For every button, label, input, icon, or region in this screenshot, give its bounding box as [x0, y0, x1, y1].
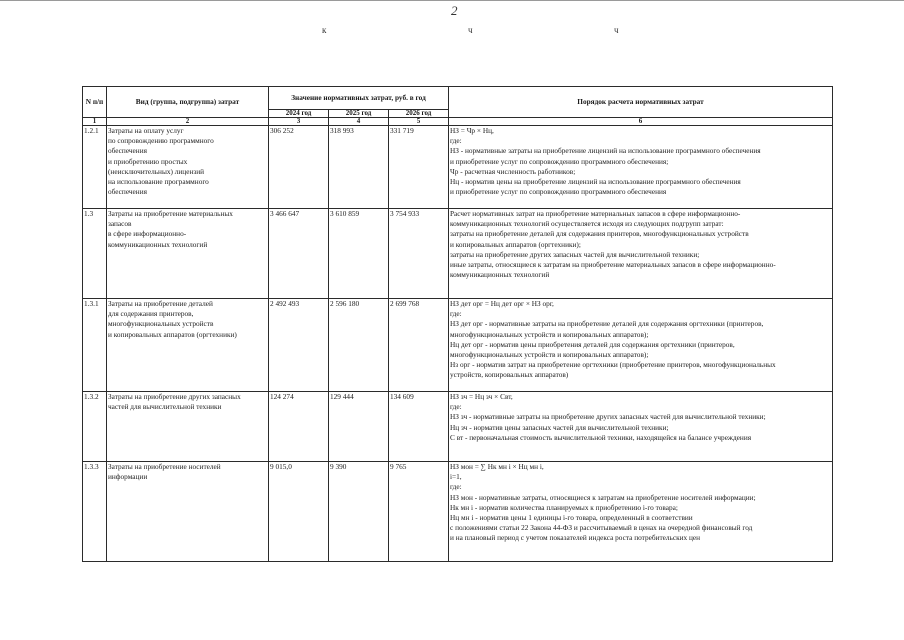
method-cell: [449, 209, 833, 299]
header-mark: к: [322, 25, 327, 35]
method-cell: [449, 126, 833, 209]
table-row: [83, 209, 833, 299]
col-number: 1: [83, 118, 107, 126]
method-line: Нц зч - норматив цены запасных частей для вычислительной техники;: [450, 422, 669, 432]
table-row: [83, 299, 833, 392]
method-line: и копировальных аппаратов (оргтехники);: [450, 239, 581, 249]
method-line: где:: [450, 309, 462, 319]
cost-type-cell: [107, 392, 269, 462]
method-line: НЗ - нормативные затраты на приобретение лицензий на использование программного обеспечения: [450, 146, 761, 156]
method-line: НЗ зч = Нц зч × Свт,: [450, 392, 513, 401]
value-2024: 9 015,0: [269, 462, 329, 562]
table-row: [83, 392, 833, 462]
method-line: устройств, копировальных аппаратов): [450, 370, 569, 380]
cost-type-line: обеспечения: [108, 146, 147, 156]
method-line: Нц - норматив цены на приобретение лицензий на использование программного обеспечения: [450, 177, 741, 187]
cost-type-line: обеспечения: [108, 187, 147, 197]
header-year-2026: 2026 год: [389, 110, 449, 118]
method-line: где:: [450, 482, 462, 492]
value-2025: 129 444: [329, 392, 389, 462]
cost-type-line: Затраты на приобретение носителей: [108, 462, 221, 471]
value-2024: 124 274: [269, 392, 329, 462]
header-year-2024: 2024 год: [269, 110, 329, 118]
cost-type-line: многофункциональных устройств: [108, 319, 214, 329]
cost-type-cell: [107, 462, 269, 562]
col-number: 6: [449, 118, 833, 126]
method-line: и приобретение услуг по сопровождению программного обеспечения: [450, 187, 667, 197]
method-line: i=1,: [450, 472, 462, 482]
method-line: где:: [450, 136, 462, 146]
col-number: 5: [389, 118, 449, 126]
value-2025: 3 610 859: [329, 209, 389, 299]
table-row: [83, 126, 833, 209]
header-values: Значение нормативных затрат, руб. в год: [269, 87, 449, 110]
method-line: многофункциональных устройств и копировальных аппаратов);: [450, 329, 649, 339]
col-number: 2: [107, 118, 269, 126]
method-line: С вт - первоначальная стоимость вычислительной техники, находящейся на балансе учреждения: [450, 432, 752, 442]
table-row: [83, 462, 833, 562]
method-line: НЗ мон - нормативные затраты, относящиеся к затратам на приобретение носителей информации;: [450, 492, 756, 502]
method-line: затраты на приобретение деталей для содержания принтеров, многофункциональных устройств: [450, 229, 749, 239]
cost-type-cell: [107, 209, 269, 299]
cost-type-line: Затраты на приобретение деталей: [108, 299, 213, 308]
method-line: затраты на приобретение других запасных частей для вычислительной техники;: [450, 249, 700, 259]
cost-type-line: и приобретению простых: [108, 156, 188, 166]
method-line: и приобретение услуг по сопровождению программного обеспечения;: [450, 156, 669, 166]
top-border-line: [0, 0, 904, 1]
cost-type-line: информации: [108, 472, 148, 482]
method-line: НЗ мон = ∑ Нк мн i × Нц мн i,: [450, 462, 544, 471]
normative-costs-table: [82, 86, 833, 562]
method-line: иные затраты, относящиеся к затратам на приобретение материальных запасов в сфере информационно-: [450, 260, 776, 270]
value-2025: 2 596 180: [329, 299, 389, 392]
row-number: 1.3.1: [83, 299, 107, 392]
header-year-2025: 2025 год: [329, 110, 389, 118]
col-number: 3: [269, 118, 329, 126]
cost-type-line: на использование программного: [108, 177, 209, 187]
header-mark: ч: [468, 25, 473, 35]
cost-type-line: для содержания принтеров,: [108, 309, 194, 319]
method-cell: [449, 462, 833, 562]
method-line: НЗ дет орг = Нц дет орг × НЗ орг,: [450, 299, 554, 308]
cost-type-line: (неисключительных) лицензий: [108, 166, 205, 176]
value-2024: 3 466 647: [269, 209, 329, 299]
header-num: N п/п: [83, 87, 107, 118]
method-cell: [449, 392, 833, 462]
method-line: коммуникационных технологий осуществляется исходя из следующих подгрупп затрат:: [450, 219, 724, 229]
cost-type-line: в сфере информационно-: [108, 229, 187, 239]
header-method: Порядок расчета нормативных затрат: [449, 87, 833, 118]
cost-type-line: запасов: [108, 219, 132, 229]
value-2026: 3 754 933: [389, 209, 449, 299]
value-2024: 2 492 493: [269, 299, 329, 392]
cost-type-line: коммуникационных технологий: [108, 239, 208, 249]
method-line: Нц дет орг - норматив цены приобретения деталей для содержания оргтехники (принтеров,: [450, 339, 735, 349]
cost-type-line: частей для вычислительной техники: [108, 402, 222, 412]
method-line: где:: [450, 402, 462, 412]
method-line: НЗ зч - нормативные затраты на приобретение других запасных частей для вычислительной техники;: [450, 412, 766, 422]
cost-type-line: Затраты на приобретение материальных: [108, 209, 233, 218]
method-line: многофункциональных устройств и копировальных аппаратов);: [450, 350, 649, 360]
row-number: 1.3: [83, 209, 107, 299]
method-line: Чр - расчетная численность работников;: [450, 166, 576, 176]
method-line: с положениями статьи 22 Закона 44-ФЗ и рассчитываемый в ценах на очередной финансовый год: [450, 523, 753, 533]
value-2024: 306 252: [269, 126, 329, 209]
header-cost-type: Вид (группа, подгруппа) затрат: [107, 87, 269, 118]
value-2025: 9 390: [329, 462, 389, 562]
col-number: 4: [329, 118, 389, 126]
method-line: Нк мн i - норматив количества планируемых к приобретению i-го товара;: [450, 502, 678, 512]
method-line: Расчет нормативных затрат на приобретение материальных запасов в сфере информационно-: [450, 209, 741, 218]
header-mark: ч: [614, 25, 619, 35]
cost-type-line: и копировальных аппаратов (оргтехники): [108, 329, 237, 339]
cost-type-line: по сопровождению программного: [108, 136, 214, 146]
cost-type-cell: [107, 299, 269, 392]
value-2026: 9 765: [389, 462, 449, 562]
method-line: НЗ дет орг - нормативные затраты на приобретение деталей для содержания оргтехники (принтеров,: [450, 319, 764, 329]
page-number: 2: [451, 3, 458, 18]
method-line: и на плановый период с учетом показателей индекса роста потребительских цен: [450, 533, 701, 543]
value-2026: 2 699 768: [389, 299, 449, 392]
value-2026: 331 719: [389, 126, 449, 209]
cost-type-line: Затраты на приобретение других запасных: [108, 392, 241, 401]
row-number: 1.3.3: [83, 462, 107, 562]
method-line: НЗ = Чр × Нц,: [450, 126, 494, 135]
value-2026: 134 609: [389, 392, 449, 462]
row-number: 1.2.1: [83, 126, 107, 209]
table-body: [83, 126, 833, 562]
method-line: Нц мн i - норматив цены 1 единицы i-го товара, определенный в соответствии: [450, 513, 693, 523]
value-2025: 318 993: [329, 126, 389, 209]
cost-type-line: Затраты на оплату услуг: [108, 126, 184, 135]
cost-type-cell: [107, 126, 269, 209]
method-cell: [449, 299, 833, 392]
method-line: Нз орг - норматив затрат на приобретение оргтехники (приобретение принтеров, многофункциональных: [450, 360, 776, 370]
method-line: коммуникационных технологий: [450, 270, 550, 280]
row-number: 1.3.2: [83, 392, 107, 462]
